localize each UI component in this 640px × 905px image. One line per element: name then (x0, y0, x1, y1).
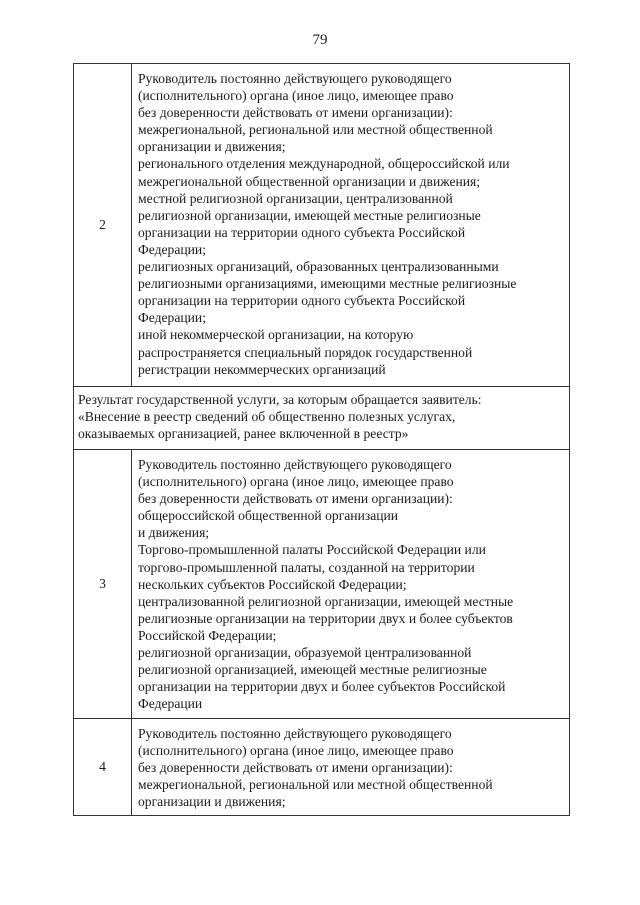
text-line: Руководитель постоянно действующего руководящего (138, 71, 452, 86)
table-row-3 (74, 450, 570, 719)
text-line: без доверенности действовать от имени организации): (138, 105, 453, 121)
text-line: без доверенности действовать от имени организации): (138, 760, 453, 776)
text-line: организации и движения; (138, 139, 286, 155)
text-line: распространяется специальный порядок государственной (138, 344, 473, 360)
text-line: централизованной религиозной организации, имеющей местные (138, 593, 514, 609)
text-line: оказываемых организацией, ранее включенной в реестр» (78, 426, 409, 442)
text-line: Федерации; (138, 310, 206, 326)
text-line: Российской Федерации; (138, 627, 277, 643)
text-line: религиозными организациями, имеющими местные религиозные (138, 276, 517, 292)
page-number: 79 (312, 32, 328, 48)
applicant-description-cell (132, 450, 570, 719)
applicant-table (73, 63, 570, 816)
text-line: регистрации некоммерческих организаций (138, 361, 386, 377)
table-row-2 (74, 64, 570, 387)
text-line: (исполнительного) органа (иное лицо, имеющее право (138, 743, 454, 759)
row-number-cell: 3 (74, 450, 132, 719)
table-row-result (74, 387, 570, 450)
text-line: организации на территории одного субъекта Российской (138, 293, 466, 309)
text-line: межрегиональной общественной организации и движения; (138, 173, 481, 189)
text-line: Результат государственной услуги, за которым обращается заявитель: (78, 392, 482, 407)
text-line: Торгово-промышленной палаты Российской Федерации или (138, 542, 486, 558)
text-line: нескольких субъектов Российской Федерации; (138, 576, 407, 592)
text-line: без доверенности действовать от имени организации): (138, 491, 453, 507)
service-result-cell (74, 387, 570, 450)
text-line: Федерации (138, 696, 203, 712)
text-line: организации на территории одного субъекта Российской (138, 224, 466, 240)
text-line: организации и движения; (138, 794, 286, 810)
text-line: религиозные организации на территории двух и более субъектов (138, 610, 513, 626)
text-line: (исполнительного) органа (иное лицо, имеющее право (138, 88, 454, 104)
applicant-description-cell (132, 64, 570, 387)
text-line: межрегиональной, региональной или местной общественной (138, 122, 493, 138)
text-line: религиозной организацией, имеющей местные религиозные (138, 662, 487, 678)
text-line: местной религиозной организации, централизованной (138, 190, 453, 206)
text-line: религиозных организаций, образованных централизованными (138, 259, 499, 275)
text-line: Руководитель постоянно действующего руководящего (138, 457, 452, 472)
text-line: и движения; (138, 525, 210, 541)
text-line: религиозной организации, образуемой централизованной (138, 645, 472, 661)
table-row-4 (74, 719, 570, 816)
text-line: иной некоммерческой организации, на которую (138, 327, 414, 343)
text-line: общероссийской общественной организации (138, 508, 399, 524)
text-line: Федерации; (138, 241, 206, 257)
text-line: (исполнительного) органа (иное лицо, имеющее право (138, 474, 454, 490)
applicant-description-cell (132, 719, 570, 816)
row-number-cell: 4 (74, 719, 132, 816)
text-line: регионального отделения международной, общероссийской или (138, 156, 510, 172)
text-line: организации на территории двух и более субъектов Российской (138, 679, 506, 695)
text-line: межрегиональной, региональной или местной общественной (138, 777, 493, 793)
row-number-cell: 2 (74, 64, 132, 387)
text-line: религиозной организации, имеющей местные религиозные (138, 207, 481, 223)
text-line: «Внесение в реестр сведений об общественно полезных услугах, (78, 409, 456, 425)
text-line: Руководитель постоянно действующего руководящего (138, 726, 452, 741)
text-line: торгово-промышленной палаты, созданной на территории (138, 559, 475, 575)
